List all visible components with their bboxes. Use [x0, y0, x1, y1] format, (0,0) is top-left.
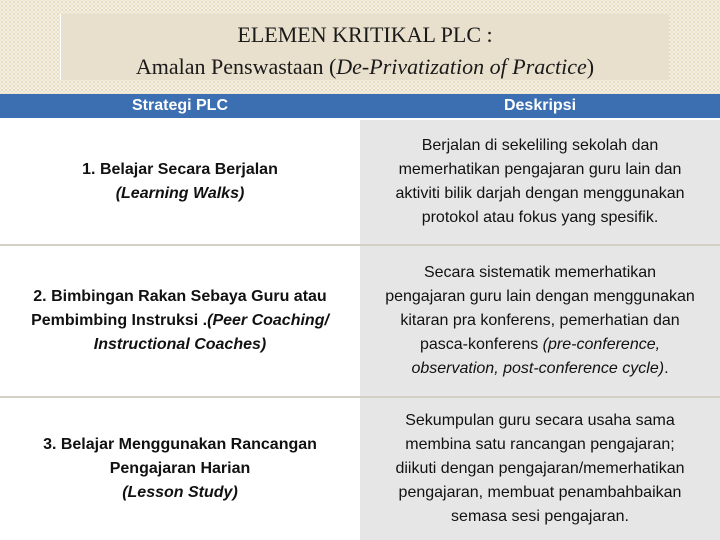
header-deskripsi: Deskripsi	[503, 97, 577, 114]
row-3-desc-line: semasa sesi pengajaran.	[451, 508, 629, 525]
title-line-1: ELEMEN KRITIKAL PLC :	[237, 22, 493, 47]
title-line-2	[61, 54, 669, 80]
row-2-desc-line: kitaran pra konferens, pemerhatian dan	[400, 312, 680, 329]
row-2-desc-line: pasca-konferens	[419, 336, 543, 353]
row-2-desc-line: .	[664, 360, 669, 377]
row-2-strategy-english: (Peer Coaching/	[207, 312, 329, 329]
header-strategi: Strategi PLC	[131, 97, 228, 114]
row-2-desc-line: Secara sistematik memerhatikan	[423, 264, 657, 281]
title-line-2-italic: De-Privatization of Practice	[336, 54, 587, 79]
row-3-description	[360, 398, 720, 540]
row-2-strategy-line: Pembimbing Instruksi .	[31, 312, 208, 329]
table-row	[0, 398, 720, 540]
row-2-desc-english: (pre-conference,	[542, 336, 661, 353]
row-1-desc-line: Berjalan di sekeliling sekolah dan	[421, 137, 659, 154]
row-3-strategy-english: (Lesson Study)	[122, 484, 238, 501]
row-3-desc-line: diikuti dengan pengajaran/memerhatikan	[395, 460, 685, 477]
plc-table	[0, 94, 720, 540]
row-1-strategy-name: 1. Belajar Secara Berjalan	[82, 161, 278, 178]
row-1-desc-line: memerhatikan pengajaran guru lain dan	[398, 161, 682, 178]
row-1-strategy-english: (Learning Walks)	[115, 185, 245, 202]
row-2-strategy-line: 2. Bimbingan Rakan Sebaya Guru atau	[33, 288, 327, 305]
row-2-strategy-english: Instructional Coaches)	[93, 336, 267, 353]
row-1-strategy	[0, 120, 360, 244]
row-3-strategy	[0, 398, 360, 540]
row-1-desc-line: aktiviti bilik darjah dengan menggunakan	[395, 185, 685, 202]
table-header-row	[0, 94, 720, 120]
row-3-desc-line: pengajaran, membuat penambahbaikan	[398, 484, 682, 501]
title-line-2-prefix: Amalan Penswastaan (	[135, 54, 337, 79]
row-3-strategy-line: 3. Belajar Menggunakan Rancangan	[43, 436, 317, 453]
row-2-description	[360, 246, 720, 396]
row-3-desc-line: membina satu rancangan pengajaran;	[405, 436, 675, 453]
table-row	[0, 246, 720, 396]
table-row	[0, 120, 720, 244]
row-3-strategy-line: Pengajaran Harian	[109, 460, 251, 477]
row-2-strategy	[0, 246, 360, 396]
row-1-description	[360, 120, 720, 244]
title-line-2-suffix: )	[586, 54, 595, 79]
row-2-desc-english: observation, post-conference cycle)	[411, 360, 665, 377]
row-1-desc-line: protokol atau fokus yang spesifik.	[421, 209, 659, 226]
row-3-desc-line: Sekumpulan guru secara usaha sama	[405, 412, 675, 429]
row-2-desc-line: pengajaran guru lain dengan menggunakan	[385, 288, 695, 305]
slide-title	[60, 14, 669, 80]
